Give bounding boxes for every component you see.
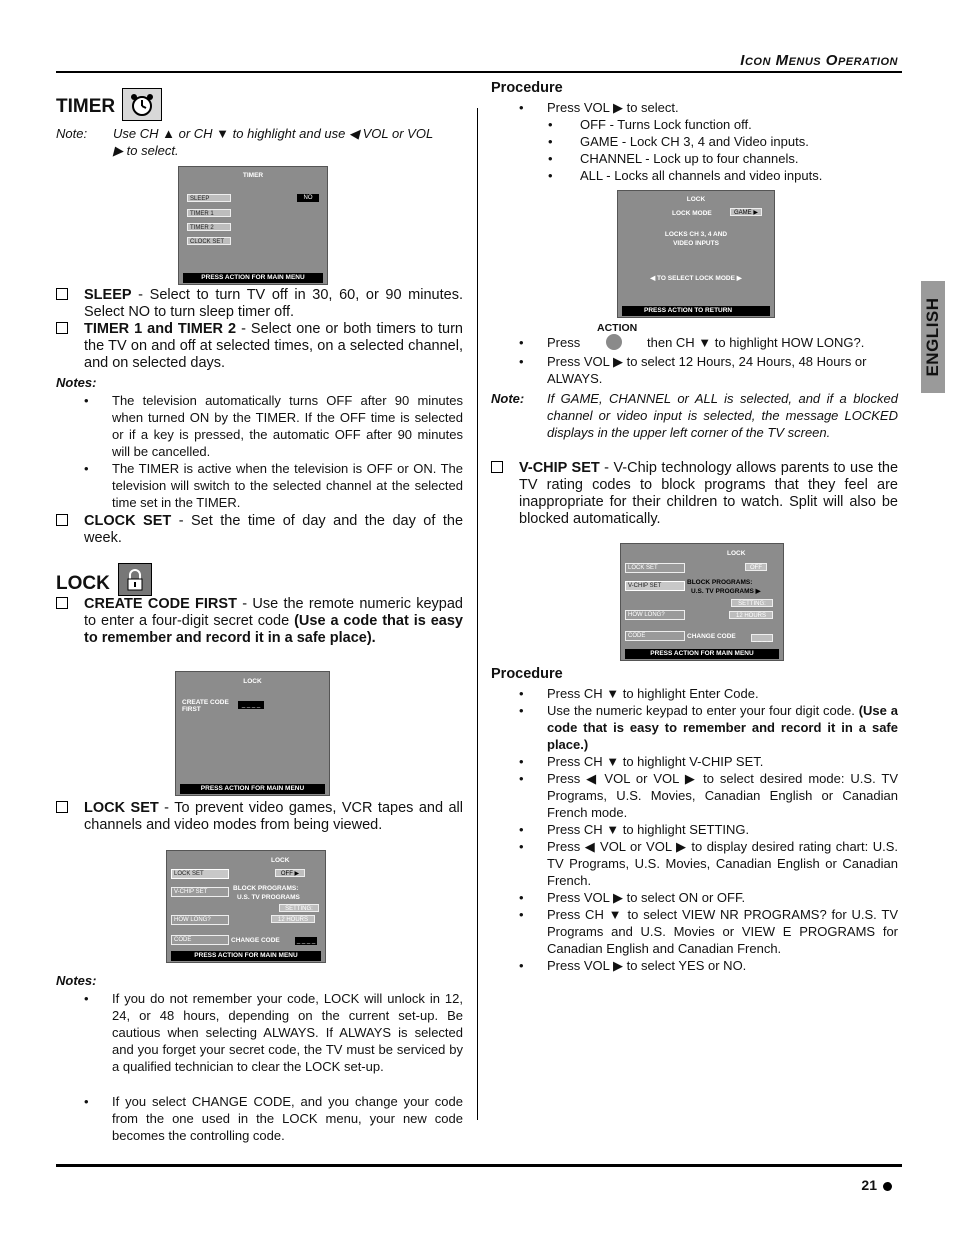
page-dot-icon xyxy=(883,1182,892,1191)
screen-item-sleep: SLEEP xyxy=(187,194,231,202)
action-button-icon xyxy=(606,334,622,350)
timer-note-1: • The television automatically turns OFF after 90 minutes when turned ON by the TIMER. If the OFF time is selected or if a key is pressed, the automatic OFF after 90 minutes will be cancelled. xyxy=(84,393,463,459)
clockset-paragraph: CLOCK SET - Set the time of day and the day of the week. xyxy=(56,513,463,547)
create-code-paragraph: CREATE CODE FIRST - Use the remote numeric keypad to enter a four-digit secret code (Use a code that is easy to remember and record it in a safe place). xyxy=(56,596,463,647)
lockmode-title: LOCK xyxy=(686,196,706,203)
lockset-item-lockset: LOCK SET xyxy=(171,869,229,879)
lockset-paragraph: LOCK SET - To prevent video games, VCR tapes and all channels and video modes from being viewed. xyxy=(56,800,463,834)
timer-note-2: • The TIMER is active when the television is OFF or ON. The television will switch to the selected channel at the selected time set in the TIMER. xyxy=(84,461,463,510)
lockmode-line2: VIDEO INPUTS xyxy=(673,240,719,247)
timer-screen-title: TIMER xyxy=(242,172,264,179)
lockset-item-code: CODE xyxy=(171,935,229,945)
lockmode-select: ◀ TO SELECT LOCK MODE ▶ xyxy=(650,275,742,282)
timer-clock-icon xyxy=(122,88,162,121)
right-note-text: If GAME, CHANNEL or ALL is selected, and if a blocked channel or video input is selected, the message LOCKED displays in the upper left corner of the TV screen. xyxy=(547,391,898,440)
proc2-step-1: • Press CH ▼ to highlight Enter Code. xyxy=(519,686,759,701)
proc2-list xyxy=(519,685,898,974)
timer12-paragraph: TIMER 1 and TIMER 2 - Select one or both timers to turn the TV on and off at selected times, on a selected channel, and on selected days. xyxy=(56,321,463,372)
timer-note-text: Use CH ▲ or CH ▼ to highlight and use ◀ VOL or VOL ▶ to select. xyxy=(113,126,433,158)
top-rule xyxy=(56,71,902,73)
vchip-hours: 12 HOURS xyxy=(729,611,773,619)
vchip-paragraph: V-CHIP SET - V-Chip technology allows parents to use the TV rating codes to block programs that they feel are inappropriate for their children to watch. Split will also be blocked automatically. xyxy=(491,460,898,528)
screen-item-clockset: CLOCK SET xyxy=(187,237,231,245)
proc2-step-6: • Press ◀ VOL or VOL ▶ to display desired rating chart: U.S. TV Programs, U.S. Movies, Canadian English or Canadian French. xyxy=(519,839,898,888)
lockset-bar: PRESS ACTION FOR MAIN MENU xyxy=(171,951,321,961)
lockmode-label: LOCK MODE xyxy=(672,210,712,217)
proc2-step-4: • Press ◀ VOL or VOL ▶ to select desired mode: U.S. TV Programs, U.S. Movies, Canadian English or Canadian French mode. xyxy=(519,771,898,820)
column-divider xyxy=(477,108,478,1120)
lockset-setting: SETTING: xyxy=(279,904,319,912)
proc2-step-7: • Press VOL ▶ to select ON or OFF. xyxy=(519,890,746,905)
proc2-step-2: • Use the numeric keypad to enter your four digit code. (Use a code that is easy to remember and record it in a safe place.) xyxy=(519,703,898,752)
screen-item-timer2: TIMER 2 xyxy=(187,223,231,231)
lockmode-value: GAME ▶ xyxy=(730,208,762,216)
procedure-heading-1: Procedure xyxy=(491,80,563,96)
vchip-usprog: U.S. TV PROGRAMS ▶ xyxy=(691,588,761,595)
screen-sleep-value: NO xyxy=(297,194,319,202)
lockset-screen-title: LOCK xyxy=(271,857,290,864)
lockmode-line1: LOCKS CH 3, 4 AND xyxy=(664,231,728,238)
lockset-item-vchip: V-CHIP SET xyxy=(171,887,229,897)
timer-screen xyxy=(178,166,328,285)
vchip-off: OFF xyxy=(745,563,767,571)
lock-title: LOCK xyxy=(56,573,110,594)
sleep-paragraph: SLEEP - Select to turn TV off in 30, 60, or 90 minutes. Select NO to turn sleep timer off. xyxy=(56,287,463,321)
vchip-change: CHANGE CODE xyxy=(687,633,736,640)
lock-padlock-icon xyxy=(118,563,152,596)
section-header: Icon Menus Operation xyxy=(740,52,898,69)
vchip-bar: PRESS ACTION FOR MAIN MENU xyxy=(625,649,779,659)
vchip-dashes: _ _ _ _ xyxy=(752,636,772,642)
bottom-rule xyxy=(56,1164,902,1167)
timer-title: TIMER xyxy=(56,96,116,117)
proc1-step3: • Press VOL ▶ to select 12 Hours, 24 Hours, 48 Hours or ALWAYS. xyxy=(519,354,867,386)
proc2-step-9: • Press VOL ▶ to select YES or NO. xyxy=(519,958,747,973)
lockset-hours: 12 HOURS xyxy=(271,915,315,923)
lockset-change: CHANGE CODE xyxy=(231,937,280,944)
vchip-item-lockset: LOCK SET xyxy=(625,563,685,573)
lock-note-2: • If you select CHANGE CODE, and you change your code from the one used in the LOCK menu, your new code becomes the controlling code. xyxy=(84,1094,463,1143)
create-screen-label: CREATE CODE FIRST xyxy=(182,699,229,713)
lockset-block: BLOCK PROGRAMS: xyxy=(233,885,299,892)
lockset-off: OFF ▶ xyxy=(275,869,305,877)
vchip-item-vchip: V-CHIP SET xyxy=(625,581,685,591)
lockset-item-howlong: HOW LONG? xyxy=(171,915,229,925)
proc2-step-5: • Press CH ▼ to highlight SETTING. xyxy=(519,822,750,837)
vchip-item-howlong: HOW LONG? xyxy=(625,610,685,620)
vchip-setting: SETTING: xyxy=(731,599,773,607)
language-tab xyxy=(921,281,945,393)
proc2-step-3: • Press CH ▼ to highlight V-CHIP SET. xyxy=(519,754,764,769)
action-label: ACTION xyxy=(597,322,638,334)
timer-note-label: Note: xyxy=(56,126,88,141)
lock-mode-screen xyxy=(617,190,775,318)
proc1-step: • Press VOL ▶ to select. xyxy=(519,100,679,115)
create-screen-title: LOCK xyxy=(243,678,262,685)
procedure-heading-2: Procedure xyxy=(491,666,563,682)
screen-bar: PRESS ACTION FOR MAIN MENU xyxy=(183,273,323,283)
lockmode-bar: PRESS ACTION TO RETURN xyxy=(622,306,770,316)
vchip-title: LOCK xyxy=(727,550,746,557)
lockset-usprog: U.S. TV PROGRAMS xyxy=(237,894,300,901)
page-number: 21 xyxy=(861,1177,892,1193)
timer-notes-label: Notes: xyxy=(56,375,97,390)
lock-note-1: • If you do not remember your code, LOCK will unlock in 12, 24, or 48 hours, depending on the current set-up. Be cautious when selecting ALWAYS. If ALWAYS is selected and you forget your secret code, the TV must be serviced by a qualified technician to clear the LOCK set-up. xyxy=(84,991,463,1074)
lockset-dashes: _ _ _ _ xyxy=(296,938,316,944)
vchip-block: BLOCK PROGRAMS: xyxy=(687,579,753,586)
vchip-item-code: CODE xyxy=(625,631,685,641)
lockset-screen xyxy=(166,850,326,963)
language-tab-label: ENGLISH xyxy=(923,297,942,377)
right-note-label: Note: xyxy=(491,391,525,406)
create-screen-bar: PRESS ACTION FOR MAIN MENU xyxy=(180,784,325,794)
vchip-screen xyxy=(620,543,784,661)
proc1-sub-list: • OFF - Turns Lock function off. • GAME - Lock CH 3, 4 and Video inputs. • CHANNEL - Lock up to four channels. • ALL - Locks all channels and video inputs. xyxy=(548,117,823,183)
screen-item-timer1: TIMER 1 xyxy=(187,209,231,217)
lock-notes-label: Notes: xyxy=(56,973,97,988)
create-code-screen xyxy=(175,671,330,796)
create-screen-code: _ _ _ _ xyxy=(238,701,264,709)
proc2-step-8: • Press CH ▼ to select VIEW NR PROGRAMS? for U.S. TV Programs and U.S. Movies or VIEW E PROGRAMS for Canadian English and Canadian French. xyxy=(519,907,898,956)
